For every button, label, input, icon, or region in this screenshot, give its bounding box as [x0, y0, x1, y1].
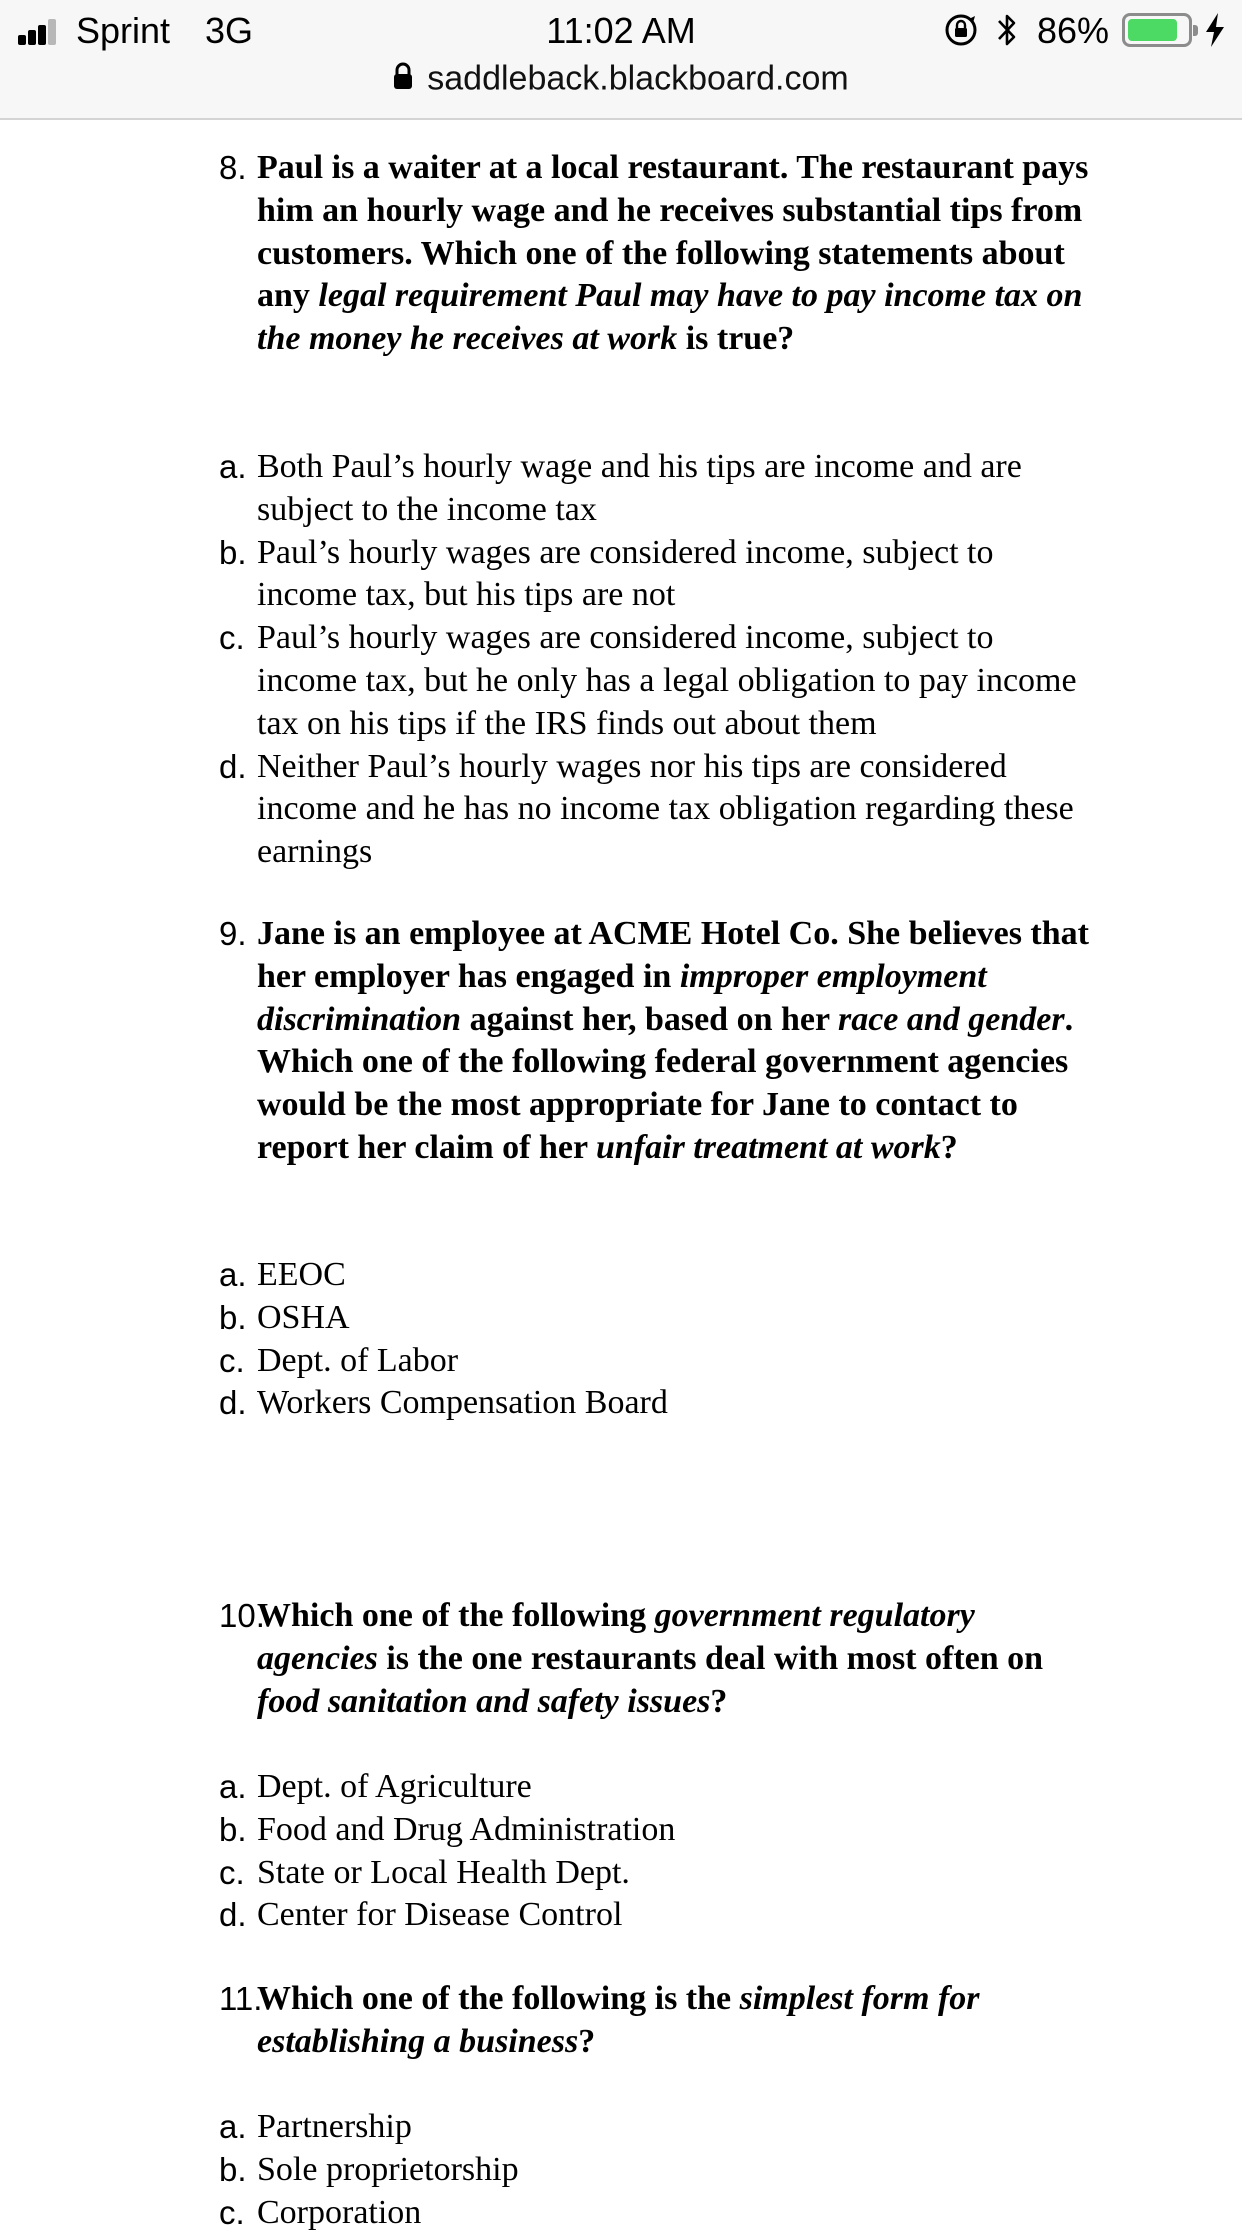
question-text: Which one of the following is the [257, 1980, 740, 2017]
network-type: 3G [205, 10, 254, 51]
question-emphasis: unfair treatment at work [595, 1128, 941, 1166]
option-letter: a. [219, 2108, 247, 2145]
option-text: EEOC [257, 1256, 346, 1293]
option-letter: c. [219, 1341, 245, 1379]
question-10-options [219, 1766, 1099, 1937]
answer-option[interactable] [219, 2106, 1099, 2149]
option-letter: c. [219, 1853, 245, 1891]
option-letter: d. [219, 1384, 247, 1422]
bluetooth-icon [994, 10, 1020, 50]
status-bar [0, 0, 1242, 62]
question-text: ? [578, 2022, 596, 2060]
option-letter: c. [219, 619, 245, 657]
browser-chrome [0, 0, 1242, 120]
answer-option[interactable] [219, 746, 1099, 874]
status-time: 11:02 AM [546, 10, 696, 51]
question-emphasis: race and gender [837, 1000, 1065, 1038]
question-text: Paul is a waiter at a local restaurant. The restaurant pays him an hourly wage and he receives substantial tips from customers. Which one of the following statements about any [257, 149, 1089, 315]
question-emphasis: simplest form for establishing a business [257, 1980, 980, 2060]
answer-option[interactable] [219, 446, 1099, 532]
answer-option[interactable] [219, 1852, 1099, 1895]
answer-option[interactable] [219, 1382, 1099, 1425]
question-text: is the one restaurants deal with most often on [377, 1639, 1044, 1677]
answer-option[interactable] [219, 1297, 1099, 1340]
question-text: Which one of the following [257, 1597, 655, 1634]
page-url: saddleback.blackboard.com [427, 59, 849, 98]
question-number: 11. [219, 1980, 263, 2017]
answer-option[interactable] [219, 1766, 1099, 1809]
question-8 [219, 147, 1099, 361]
question-8-options [219, 446, 1099, 874]
option-text: Corporation [257, 2193, 422, 2231]
answer-option[interactable] [219, 1254, 1099, 1297]
question-text: ? [940, 1128, 958, 1166]
question-text: is true? [677, 320, 795, 358]
charging-bolt-icon [1203, 11, 1227, 49]
question-emphasis: government regulatory agencies [257, 1597, 975, 1677]
option-text: OSHA [257, 1298, 350, 1336]
option-letter: b. [219, 1298, 247, 1336]
option-letter: d. [219, 747, 247, 785]
answer-option[interactable] [219, 1809, 1099, 1852]
padlock-icon [393, 62, 413, 90]
option-letter: b. [219, 2150, 247, 2188]
option-text: Sole proprietorship [257, 2150, 519, 2188]
answer-option[interactable] [219, 1340, 1099, 1383]
option-letter: a. [219, 448, 247, 485]
option-text: Neither Paul’s hourly wages nor his tips are considered income and he has no income tax obligation regarding these earnings [257, 747, 1074, 871]
option-letter: c. [219, 2193, 245, 2231]
option-text: State or Local Health Dept. [257, 1853, 630, 1891]
answer-option[interactable] [219, 617, 1099, 745]
answer-option[interactable] [219, 1894, 1099, 1937]
option-letter: a. [219, 1256, 247, 1293]
option-text: Food and Drug Administration [257, 1810, 676, 1848]
option-letter: a. [219, 1768, 247, 1805]
question-number: 9. [219, 915, 247, 952]
question-11-options [219, 2106, 1099, 2234]
question-emphasis: food sanitation and safety issues [257, 1682, 711, 1720]
question-emphasis: legal requirement Paul may have to pay income tax on the money he receives at work [257, 277, 1083, 358]
carrier-name: Sprint [76, 10, 171, 51]
question-text: ? [710, 1682, 728, 1720]
option-text: Center for Disease Control [257, 1896, 623, 1934]
question-number: 8. [219, 149, 247, 186]
option-text: Paul’s hourly wages are considered income, subject to income tax, but his tips are not [257, 533, 994, 614]
answer-option[interactable] [219, 532, 1099, 618]
question-text: against her, based on her [461, 1000, 838, 1038]
question-10 [219, 1595, 1099, 1723]
option-text: Dept. of Agriculture [257, 1768, 532, 1805]
option-text: Dept. of Labor [257, 1341, 459, 1379]
answer-option[interactable] [219, 2149, 1099, 2192]
battery-icon [1122, 13, 1192, 47]
option-text: Workers Compensation Board [257, 1384, 668, 1422]
rotation-lock-icon [944, 13, 978, 47]
battery-percent: 86% [1037, 10, 1110, 51]
question-11 [219, 1978, 1099, 2064]
question-text: Jane is an employee at ACME Hotel Co. She believes that her employer has engaged in [257, 915, 1089, 995]
option-text: Both Paul’s hourly wage and his tips are income and are subject to the income tax [257, 448, 1022, 528]
question-number: 10. [219, 1597, 265, 1634]
option-letter: b. [219, 1810, 247, 1848]
option-letter: d. [219, 1896, 247, 1934]
answer-option[interactable] [219, 2192, 1099, 2234]
option-letter: b. [219, 533, 247, 571]
question-text: . Which one of the following federal government agencies would be the most appropriate for Jane to contact to report her claim of her [257, 1000, 1074, 1166]
option-text: Partnership [257, 2108, 412, 2145]
question-9 [219, 913, 1099, 1170]
question-9-options [219, 1254, 1099, 1425]
question-emphasis: improper employment discrimination [257, 957, 987, 1038]
option-text: Paul’s hourly wages are considered income, subject to income tax, but he only has a legal obligation to pay income tax on his tips if the IRS finds out about them [257, 619, 1077, 742]
address-bar[interactable] [0, 58, 1242, 104]
